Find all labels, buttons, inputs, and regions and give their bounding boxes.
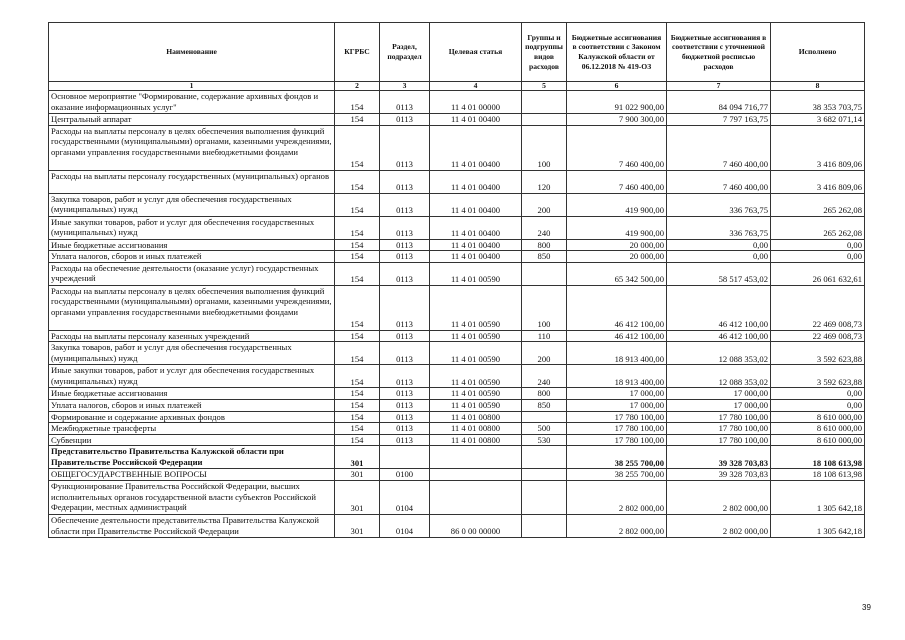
table-row: [49, 399, 865, 411]
row-name: Основное мероприятие "Формирование, содержание архивных фондов и оказание информационных услуг": [49, 91, 335, 114]
column-number: 3: [380, 82, 430, 91]
row-name: Формирование и содержание архивных фондов: [49, 411, 335, 423]
table-row: [49, 170, 865, 193]
row-section: 0113: [380, 342, 430, 365]
row-name: Закупка товаров, работ и услуг для обеспечения государственных (муниципальных) нужд: [49, 342, 335, 365]
table-row: [49, 469, 865, 481]
row-group: [522, 114, 567, 126]
row-refined-amount: 336 763,75: [667, 216, 771, 239]
table-row: [49, 216, 865, 239]
row-target: 11 4 01 00400: [430, 239, 522, 251]
row-target: [430, 480, 522, 514]
row-executed-amount: 0,00: [771, 251, 865, 263]
row-group: 800: [522, 388, 567, 400]
column-number: 8: [771, 82, 865, 91]
row-law-amount: 17 780 100,00: [567, 411, 667, 423]
row-target: 86 0 00 00000: [430, 514, 522, 537]
row-executed-amount: 26 061 632,61: [771, 262, 865, 285]
row-section: 0113: [380, 170, 430, 193]
table-body: [49, 91, 865, 538]
row-group: 850: [522, 251, 567, 263]
row-refined-amount: 7 797 163,75: [667, 114, 771, 126]
row-name: Иные закупки товаров, работ и услуг для обеспечения государственных (муниципальных) нужд: [49, 365, 335, 388]
row-law-amount: 7 460 400,00: [567, 125, 667, 170]
row-target: 11 4 01 00590: [430, 262, 522, 285]
row-refined-amount: 84 094 716,77: [667, 91, 771, 114]
row-name: Представительство Правительства Калужской области при Правительстве Российской Федерации: [49, 446, 335, 469]
row-law-amount: 2 802 000,00: [567, 514, 667, 537]
table-row: [49, 262, 865, 285]
table-row: [49, 193, 865, 216]
row-kgrbs: 154: [335, 365, 380, 388]
row-section: 0113: [380, 330, 430, 342]
row-name: Межбюджетные трансферты: [49, 423, 335, 435]
row-executed-amount: 0,00: [771, 239, 865, 251]
row-group: 200: [522, 193, 567, 216]
row-kgrbs: 154: [335, 388, 380, 400]
table-row: [49, 480, 865, 514]
row-group: 100: [522, 125, 567, 170]
table-row: [49, 342, 865, 365]
row-group: 240: [522, 216, 567, 239]
row-law-amount: 38 255 700,00: [567, 469, 667, 481]
row-kgrbs: 154: [335, 114, 380, 126]
row-law-amount: 17 000,00: [567, 388, 667, 400]
row-refined-amount: 39 328 703,83: [667, 446, 771, 469]
row-name: Обеспечение деятельности представительства Правительства Калужской области при Правительстве Российской Федерации: [49, 514, 335, 537]
row-section: 0113: [380, 262, 430, 285]
row-kgrbs: 301: [335, 480, 380, 514]
row-target: [430, 469, 522, 481]
row-target: 11 4 01 00400: [430, 193, 522, 216]
row-name: Расходы на обеспечение деятельности (оказание услуг) государственных учреждений: [49, 262, 335, 285]
page-number: 39: [862, 603, 871, 612]
row-kgrbs: 154: [335, 411, 380, 423]
row-section: 0113: [380, 251, 430, 263]
table-row: [49, 411, 865, 423]
row-law-amount: 17 780 100,00: [567, 434, 667, 446]
column-number: 7: [667, 82, 771, 91]
row-refined-amount: 0,00: [667, 251, 771, 263]
row-target: 11 4 01 00000: [430, 91, 522, 114]
table-row: [49, 251, 865, 263]
row-executed-amount: 38 353 703,75: [771, 91, 865, 114]
row-name: Иные закупки товаров, работ и услуг для обеспечения государственных (муниципальных) нужд: [49, 216, 335, 239]
row-kgrbs: 154: [335, 125, 380, 170]
row-group: [522, 411, 567, 423]
header-executed: Исполнено: [771, 23, 865, 82]
row-executed-amount: 3 592 623,88: [771, 342, 865, 365]
row-section: 0113: [380, 423, 430, 435]
row-target: 11 4 01 00400: [430, 170, 522, 193]
row-executed-amount: 3 416 809,06: [771, 125, 865, 170]
row-section: 0113: [380, 239, 430, 251]
row-law-amount: 20 000,00: [567, 251, 667, 263]
header-refined: Бюджетные ассигнования в соответствии с уточненной бюджетной росписью расходов: [667, 23, 771, 82]
header-groups: Группы и подгруппы видов расходов: [522, 23, 567, 82]
table-row: [49, 434, 865, 446]
row-group: [522, 480, 567, 514]
row-refined-amount: 7 460 400,00: [667, 125, 771, 170]
row-target: 11 4 01 00800: [430, 434, 522, 446]
row-name: ОБЩЕГОСУДАРСТВЕННЫЕ ВОПРОСЫ: [49, 469, 335, 481]
row-kgrbs: 154: [335, 434, 380, 446]
row-section: 0113: [380, 411, 430, 423]
row-group: [522, 91, 567, 114]
row-section: 0104: [380, 480, 430, 514]
row-section: 0100: [380, 469, 430, 481]
row-group: 500: [522, 423, 567, 435]
column-number: 1: [49, 82, 335, 91]
row-section: 0113: [380, 388, 430, 400]
row-refined-amount: 336 763,75: [667, 193, 771, 216]
row-target: [430, 446, 522, 469]
row-refined-amount: 58 517 453,02: [667, 262, 771, 285]
row-executed-amount: 0,00: [771, 399, 865, 411]
row-kgrbs: 154: [335, 330, 380, 342]
row-target: 11 4 01 00590: [430, 330, 522, 342]
row-law-amount: 46 412 100,00: [567, 330, 667, 342]
row-name: Функционирование Правительства Российской Федерации, высших исполнительных органов государственной власти субъектов Российской Федерации, местных администраций: [49, 480, 335, 514]
row-group: [522, 514, 567, 537]
row-law-amount: 419 900,00: [567, 216, 667, 239]
header-section: Раздел, подраздел: [380, 23, 430, 82]
row-law-amount: 91 022 900,00: [567, 91, 667, 114]
row-target: 11 4 01 00590: [430, 342, 522, 365]
table-row: [49, 91, 865, 114]
row-section: 0113: [380, 434, 430, 446]
row-executed-amount: 3 682 071,14: [771, 114, 865, 126]
row-law-amount: 7 900 300,00: [567, 114, 667, 126]
row-kgrbs: 154: [335, 262, 380, 285]
row-refined-amount: 0,00: [667, 239, 771, 251]
table-row: [49, 285, 865, 330]
header-row: [49, 23, 865, 82]
row-executed-amount: 8 610 000,00: [771, 423, 865, 435]
row-law-amount: 7 460 400,00: [567, 170, 667, 193]
row-refined-amount: 12 088 353,02: [667, 365, 771, 388]
row-refined-amount: 17 780 100,00: [667, 434, 771, 446]
row-section: 0113: [380, 91, 430, 114]
row-executed-amount: 0,00: [771, 388, 865, 400]
row-refined-amount: 17 780 100,00: [667, 411, 771, 423]
row-section: 0104: [380, 514, 430, 537]
column-number: 5: [522, 82, 567, 91]
row-section: 0113: [380, 125, 430, 170]
row-group: 120: [522, 170, 567, 193]
row-kgrbs: 301: [335, 446, 380, 469]
row-group: 850: [522, 399, 567, 411]
budget-table: [48, 22, 865, 538]
row-executed-amount: 18 108 613,98: [771, 469, 865, 481]
row-name: Уплата налогов, сборов и иных платежей: [49, 399, 335, 411]
row-kgrbs: 154: [335, 239, 380, 251]
row-executed-amount: 8 610 000,00: [771, 411, 865, 423]
row-refined-amount: 46 412 100,00: [667, 330, 771, 342]
row-refined-amount: 17 000,00: [667, 399, 771, 411]
row-refined-amount: 39 328 703,83: [667, 469, 771, 481]
table-row: [49, 423, 865, 435]
header-name: Наименование: [49, 23, 335, 82]
row-law-amount: 65 342 500,00: [567, 262, 667, 285]
row-name: Уплата налогов, сборов и иных платежей: [49, 251, 335, 263]
row-group: [522, 262, 567, 285]
row-refined-amount: 46 412 100,00: [667, 285, 771, 330]
row-law-amount: 17 000,00: [567, 399, 667, 411]
row-kgrbs: 154: [335, 216, 380, 239]
row-kgrbs: 154: [335, 193, 380, 216]
row-group: 800: [522, 239, 567, 251]
row-executed-amount: 22 469 008,73: [771, 285, 865, 330]
table-row: [49, 388, 865, 400]
row-name: Расходы на выплаты персоналу в целях обеспечения выполнения функций государственными (муниципальными) органами, казенными учреждениями, органами управления государственными внебюджетными фондами: [49, 285, 335, 330]
row-name: Иные бюджетные ассигнования: [49, 239, 335, 251]
column-number-row: [49, 82, 865, 91]
row-kgrbs: 154: [335, 285, 380, 330]
row-refined-amount: 2 802 000,00: [667, 480, 771, 514]
row-group: 200: [522, 342, 567, 365]
header-kgrbs: КГРБС: [335, 23, 380, 82]
row-refined-amount: 2 802 000,00: [667, 514, 771, 537]
table-row: [49, 239, 865, 251]
row-kgrbs: 154: [335, 342, 380, 365]
row-group: 110: [522, 330, 567, 342]
row-kgrbs: 301: [335, 514, 380, 537]
row-kgrbs: 154: [335, 251, 380, 263]
row-law-amount: 17 780 100,00: [567, 423, 667, 435]
row-name: Расходы на выплаты персоналу в целях обеспечения выполнения функций государственными (муниципальными) органами, казенными учреждениями, органами управления государственными внебюджетными фондами: [49, 125, 335, 170]
row-executed-amount: 3 416 809,06: [771, 170, 865, 193]
row-kgrbs: 154: [335, 91, 380, 114]
column-number: 6: [567, 82, 667, 91]
table-row: [49, 330, 865, 342]
row-refined-amount: 12 088 353,02: [667, 342, 771, 365]
budget-page: [48, 22, 864, 538]
row-law-amount: 18 913 400,00: [567, 342, 667, 365]
row-section: 0113: [380, 365, 430, 388]
row-law-amount: 20 000,00: [567, 239, 667, 251]
row-group: 240: [522, 365, 567, 388]
row-name: Субвенции: [49, 434, 335, 446]
row-executed-amount: 1 305 642,18: [771, 480, 865, 514]
row-kgrbs: 154: [335, 399, 380, 411]
row-kgrbs: 154: [335, 170, 380, 193]
row-target: 11 4 01 00400: [430, 216, 522, 239]
row-kgrbs: 301: [335, 469, 380, 481]
row-group: [522, 446, 567, 469]
row-section: 0113: [380, 285, 430, 330]
row-kgrbs: 154: [335, 423, 380, 435]
row-target: 11 4 01 00590: [430, 285, 522, 330]
row-executed-amount: 22 469 008,73: [771, 330, 865, 342]
row-target: 11 4 01 00400: [430, 251, 522, 263]
row-executed-amount: 265 262,08: [771, 216, 865, 239]
row-name: Расходы на выплаты персоналу государственных (муниципальных) органов: [49, 170, 335, 193]
row-name: Закупка товаров, работ и услуг для обеспечения государственных (муниципальных) нужд: [49, 193, 335, 216]
column-number: 2: [335, 82, 380, 91]
row-target: 11 4 01 00590: [430, 365, 522, 388]
table-row: [49, 365, 865, 388]
row-section: 0113: [380, 114, 430, 126]
table-row: [49, 514, 865, 537]
row-refined-amount: 17 000,00: [667, 388, 771, 400]
row-law-amount: 38 255 700,00: [567, 446, 667, 469]
row-refined-amount: 17 780 100,00: [667, 423, 771, 435]
row-executed-amount: 3 592 623,88: [771, 365, 865, 388]
row-name: Расходы на выплаты персоналу казенных учреждений: [49, 330, 335, 342]
row-target: 11 4 01 00590: [430, 388, 522, 400]
row-target: 11 4 01 00800: [430, 423, 522, 435]
row-target: 11 4 01 00400: [430, 125, 522, 170]
row-executed-amount: 1 305 642,18: [771, 514, 865, 537]
row-refined-amount: 7 460 400,00: [667, 170, 771, 193]
row-law-amount: 419 900,00: [567, 193, 667, 216]
row-section: 0113: [380, 193, 430, 216]
row-executed-amount: 265 262,08: [771, 193, 865, 216]
row-name: Иные бюджетные ассигнования: [49, 388, 335, 400]
row-section: 0113: [380, 399, 430, 411]
row-name: Центральный аппарат: [49, 114, 335, 126]
row-section: [380, 446, 430, 469]
column-number: 4: [430, 82, 522, 91]
table-row: [49, 125, 865, 170]
row-executed-amount: 8 610 000,00: [771, 434, 865, 446]
row-law-amount: 46 412 100,00: [567, 285, 667, 330]
header-law: Бюджетные ассигнования в соответствии с Законом Калужской области от 06.12.2018 № 419-ОЗ: [567, 23, 667, 82]
table-row: [49, 114, 865, 126]
row-target: 11 4 01 00400: [430, 114, 522, 126]
header-target: Целевая статья: [430, 23, 522, 82]
row-group: 100: [522, 285, 567, 330]
row-section: 0113: [380, 216, 430, 239]
row-target: 11 4 01 00590: [430, 399, 522, 411]
row-executed-amount: 18 108 613,98: [771, 446, 865, 469]
row-law-amount: 2 802 000,00: [567, 480, 667, 514]
row-law-amount: 18 913 400,00: [567, 365, 667, 388]
row-group: [522, 469, 567, 481]
row-target: 11 4 01 00800: [430, 411, 522, 423]
table-row: [49, 446, 865, 469]
row-group: 530: [522, 434, 567, 446]
